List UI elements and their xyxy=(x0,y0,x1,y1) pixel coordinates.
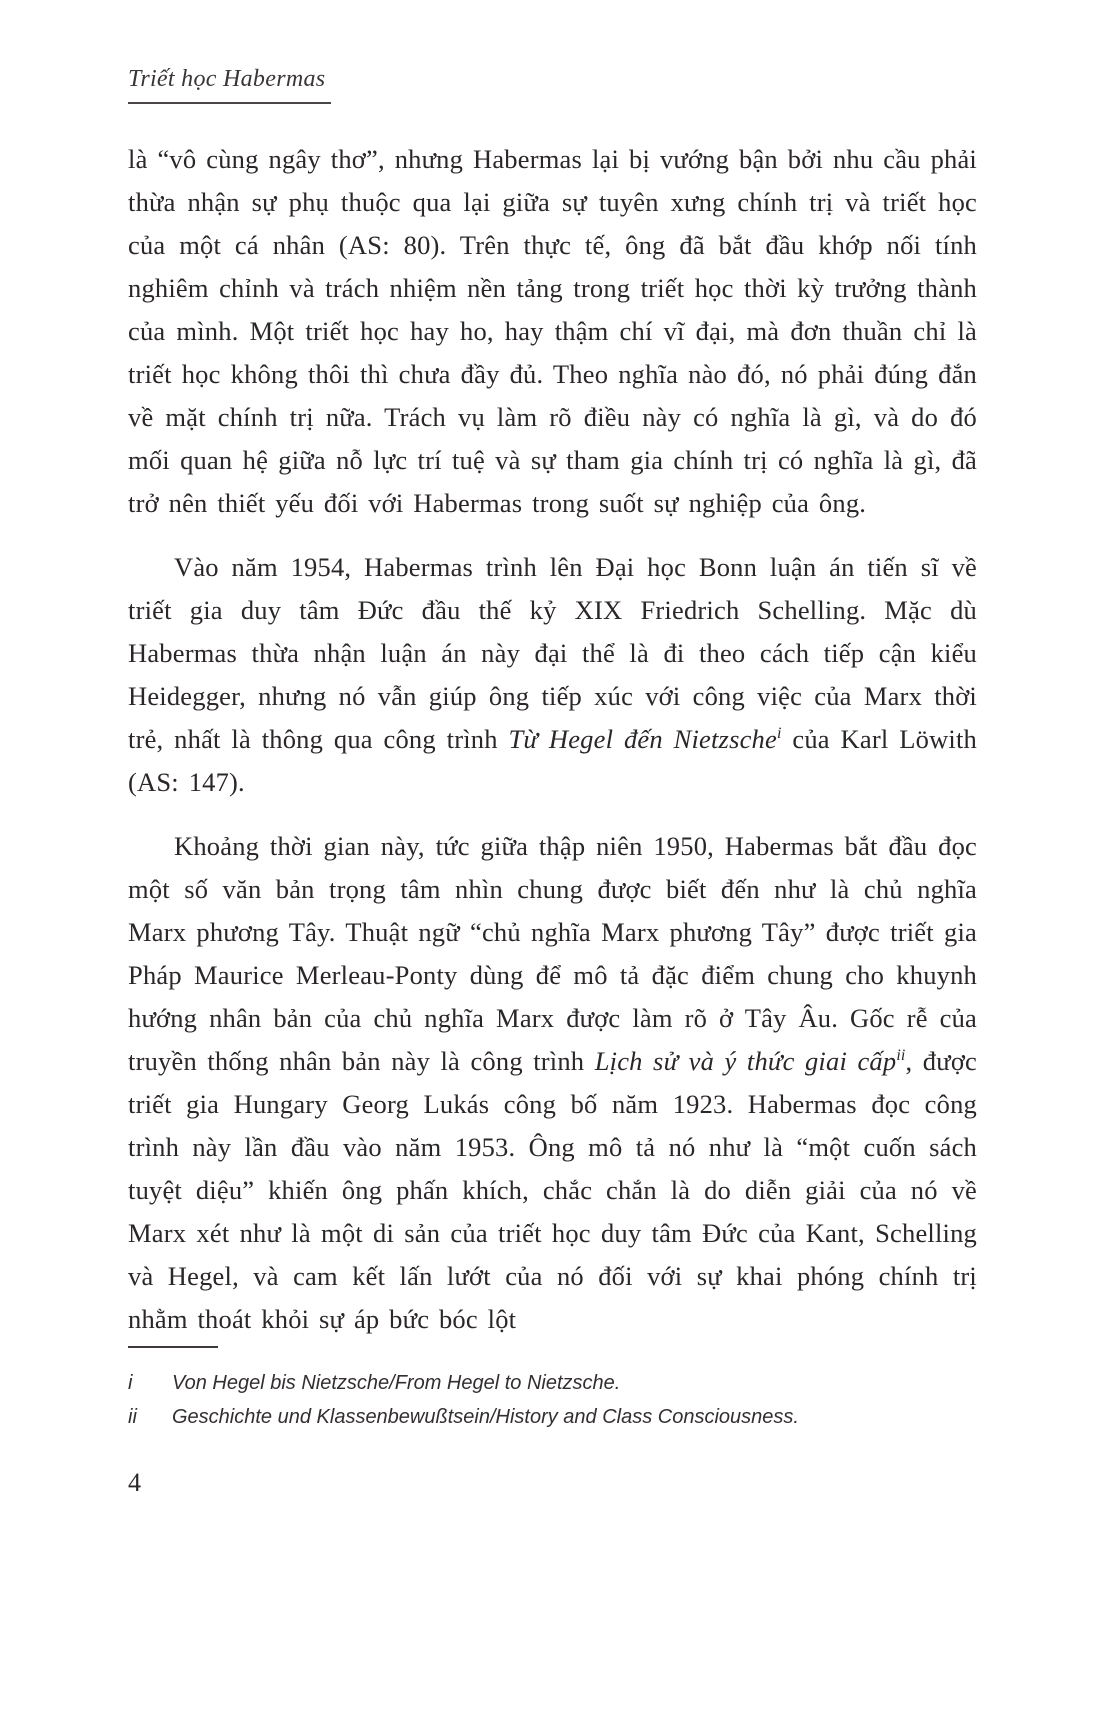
running-title: Triết học Habermas xyxy=(128,66,331,104)
text-run: Từ Hegel đến Nietzsche xyxy=(508,724,777,754)
text-run: của Karl Löwith (AS: 147). xyxy=(128,724,977,797)
footnote-text: Geschichte und Klassenbewußtsein/History and Class Consciousness. xyxy=(172,1406,799,1428)
footnote-reference: ii xyxy=(896,1047,906,1065)
footnote-marker: i xyxy=(128,1372,133,1394)
paragraph xyxy=(128,546,977,804)
footnote-text: Von Hegel bis Nietzsche/From Hegel to Nietzsche. xyxy=(172,1372,621,1394)
running-head xyxy=(128,66,977,104)
page-number: 4 xyxy=(128,1468,141,1497)
text-run: , được triết gia Hungary Georg Lukás công bố năm 1923. Habermas đọc công trình này lần đầu vào năm 1953. Ông mô tả nó như là “một cuốn sách tuyệt diệu” khiến ông phấn khích, chắc chắn là do diễn giải của nó về Marx xét như là một di sản của triết học duy tâm Đức của Kant, Schelling và Hegel, và cam kết lấn lướt của nó đối với sự khai phóng chính trị nhằm thoát khỏi sự áp bức bóc lột xyxy=(128,1046,977,1334)
text-run: là “vô cùng ngây thơ”, nhưng Habermas lại bị vướng bận bởi nhu cầu phải thừa nhận sự phụ thuộc qua lại giữa sự tuyên xưng chính trị và triết học của một cá nhân (AS: 80). Trên thực tế, ông đã bắt đầu khớp nối tính nghiêm chỉnh và trách nhiệm nền tảng trong triết học thời kỳ trưởng thành của mình. Một triết học hay ho, hay thậm chí vĩ đại, mà đơn thuần chỉ là triết học không thôi thì chưa đầy đủ. Theo nghĩa nào đó, nó phải đúng đắn về mặt chính trị nữa. Trách vụ làm rõ điều này có nghĩa là gì, và do đó mối quan hệ giữa nỗ lực trí tuệ và sự tham gia chính trị có nghĩa là gì, đã trở nên thiết yếu đối với Habermas trong suốt sự nghiệp của ông. xyxy=(128,144,977,518)
text-run: Vào năm 1954, Habermas trình lên Đại học Bonn luận án tiến sĩ về triết gia duy tâm Đức đầu thế kỷ XIX Friedrich Schelling. Mặc dù Habermas thừa nhận luận án này đại thể là đi theo cách tiếp cận kiểu Heidegger, nhưng nó vẫn giúp ông tiếp xúc với công việc của Marx thời trẻ, nhất là thông qua công trình xyxy=(128,552,977,754)
paragraph xyxy=(128,825,977,1341)
footnote-reference: i xyxy=(776,725,782,743)
text-run: Lịch sử và ý thức giai cấp xyxy=(594,1046,897,1076)
footnote-marker: ii xyxy=(128,1406,137,1428)
footnotes-section xyxy=(128,1346,977,1434)
text-run: Khoảng thời gian này, tức giữa thập niên 1950, Habermas bắt đầu đọc một số văn bản trọng tâm nhìn chung được biết đến như là chủ nghĩa Marx phương Tây. Thuật ngữ “chủ nghĩa Marx phương Tây” được triết gia Pháp Maurice Merleau-Ponty dùng để mô tả đặc điểm chung cho khuynh hướng nhân bản của chủ nghĩa Marx được làm rõ ở Tây Âu. Gốc rễ của truyền thống nhân bản này là công trình xyxy=(128,831,977,1076)
footnote-item xyxy=(128,1366,977,1400)
footnote-separator xyxy=(128,1346,218,1348)
footnote-item xyxy=(128,1400,977,1434)
footnote-list xyxy=(128,1366,977,1434)
paragraph xyxy=(128,138,977,525)
body-paragraphs xyxy=(128,138,977,1341)
page-footer xyxy=(128,1468,141,1498)
